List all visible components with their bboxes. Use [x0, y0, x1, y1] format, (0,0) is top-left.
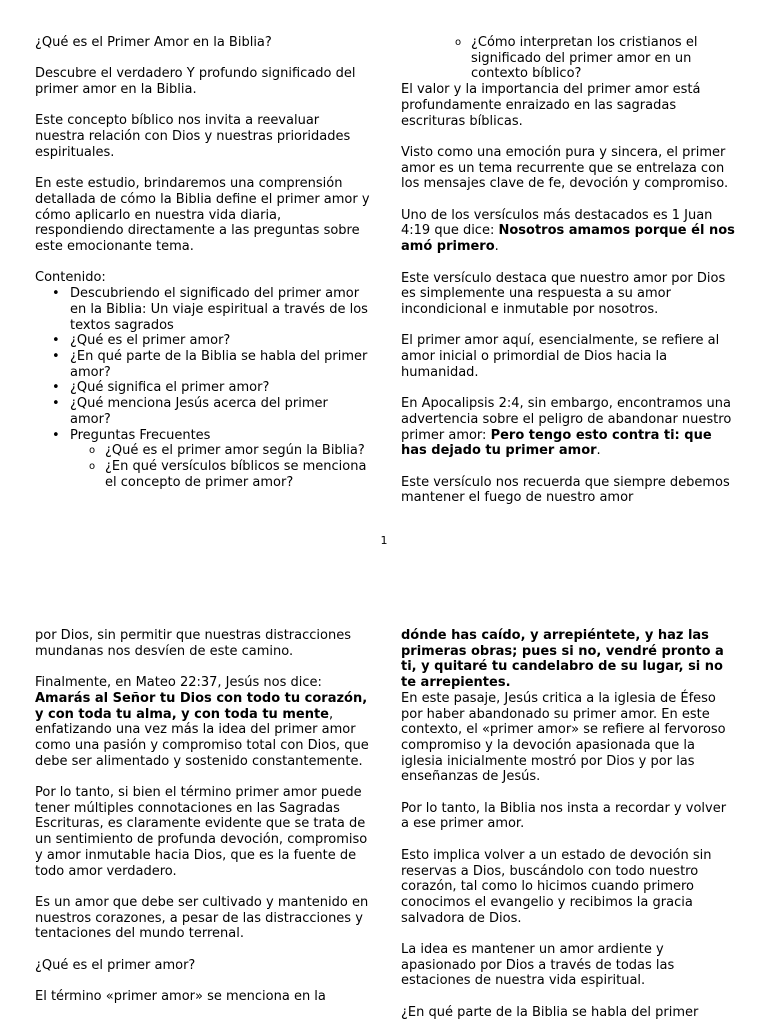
paragraph: En este estudio, brindaremos una comprensión detallada de cómo la Biblia define el primer amor y cómo aplicarlo en nuestra vida diaria, respondiendo directamente a las preguntas sobre este emocionante tema.: [35, 176, 370, 255]
paragraph: En este pasaje, Jesús critica a la iglesia de Éfeso por haber abandonado su primer amor. En este contexto, el «primer amor» se refiere al fervoroso compromiso y la devoción apasionada que la iglesia inicialmente mostró por Dios y por las enseñanzas de Jesús.: [401, 690, 726, 785]
paragraph: Este versículo destaca que nuestro amor por Dios es simplemente una respuesta a su amor incondicional e inmutable por nosotros.: [401, 270, 726, 317]
toc-item[interactable]: • ¿Qué menciona Jesús acerca del primer amor?: [70, 396, 370, 427]
faq-sublist: [70, 443, 370, 490]
page2-left-column: [35, 628, 370, 1005]
paragraph: La idea es mantener un amor ardiente y apasionado por Dios a través de todas las estaciones de nuestra vida espiritual.: [401, 942, 675, 989]
section-heading: ¿Qué es el primer amor?: [35, 957, 196, 973]
bible-quote: Nosotros amamos porque él nos amó primero: [401, 223, 735, 255]
section-heading: ¿En qué parte de la Biblia se habla del primer: [401, 1004, 699, 1020]
toc-item[interactable]: • ¿En qué parte de la Biblia se habla del primer amor?: [70, 349, 370, 380]
text: En Apocalipsis 2:4, sin embargo, encontramos una advertencia sobre el peligro de abandonar nuestro primer amor:: [401, 396, 732, 443]
paragraph: Es un amor que debe ser cultivado y mantenido en nuestros corazones, a pesar de las distracciones y tentaciones del mundo terrenal.: [35, 894, 369, 942]
paragraph-verse: [401, 208, 736, 255]
page1-right-column: [401, 35, 736, 506]
paragraph-verse: [401, 396, 736, 459]
toc-item[interactable]: • ¿Qué es el primer amor?: [70, 333, 370, 349]
paragraph: Este concepto bíblico nos invita a reevaluar nuestra relación con Dios y nuestras prioridades espirituales.: [35, 113, 351, 160]
bible-quote: Amarás al Señor tu Dios con todo tu corazón, y con toda tu alma, y con toda tu mente: [35, 690, 368, 722]
toc-item-faq[interactable]: [70, 428, 370, 491]
paragraph: Por lo tanto, la Biblia nos insta a recordar y volver a ese primer amor.: [401, 800, 727, 832]
document-title: ¿Qué es el Primer Amor en la Biblia?: [35, 35, 272, 50]
bible-quote: dónde has caído, y arrepiéntete, y haz las primeras obras; pues si no, vendré pronto a ti, y quitaré tu candelabro de su lugar, si no te arrepientes.: [401, 628, 724, 691]
text: .: [494, 239, 499, 255]
page1-left-column: [35, 35, 370, 490]
paragraph: por Dios, sin permitir que nuestras distracciones mundanas nos desvíen de este camino.: [35, 628, 351, 659]
paragraph: El primer amor aquí, esencialmente, se refiere al amor inicial o primordial de Dios hacia la humanidad.: [401, 333, 720, 380]
paragraph: El término «primer amor» se menciona en la: [35, 989, 326, 1005]
paragraph: Visto como una emoción pura y sincera, el primer amor es un tema recurrente que se entrelaza con los mensajes clave de fe, devoción y compromiso.: [401, 144, 729, 192]
paragraph: Este versículo nos recuerda que siempre debemos mantener el fuego de nuestro amor: [401, 474, 730, 506]
text: .: [596, 443, 601, 459]
toc-item-label: Preguntas Frecuentes: [70, 427, 211, 443]
paragraph: El valor y la importancia del primer amor está profundamente enraizado en las sagradas escrituras bíblicas.: [401, 82, 701, 129]
toc-label: Contenido:: [35, 270, 106, 286]
toc-subitem[interactable]: o ¿En qué versículos bíblicos se menciona el concepto de primer amor?: [105, 459, 370, 490]
text: , enfatizando una vez más la idea del primer amor como una pasión y compromiso total con Dios, que debe ser alimentado y sostenido constantemente.: [35, 706, 369, 769]
table-of-contents: [35, 286, 370, 490]
text: Uno de los versículos más destacados es 1 Juan 4:19 que dice:: [401, 207, 713, 239]
toc-item[interactable]: • ¿Qué significa el primer amor?: [70, 380, 370, 396]
page-number: 1: [380, 534, 388, 547]
toc-subitem[interactable]: o ¿Qué es el primer amor según la Biblia?: [105, 443, 370, 459]
paragraph: Esto implica volver a un estado de devoción sin reservas a Dios, buscándolo con todo nuestro corazón, tal como lo hicimos cuando primero conocimos el evangelio y recibimos la gracia salvadora de Dios.: [401, 847, 712, 926]
paragraph-verse: [35, 675, 370, 769]
bible-quote: Pero tengo esto contra ti: que has dejado tu primer amor: [401, 427, 712, 459]
text: Finalmente, en Mateo 22:37, Jesús nos dice:: [35, 675, 322, 691]
toc-subitem[interactable]: o ¿Cómo interpretan los cristianos el significado del primer amor en un contexto bíblico?: [471, 35, 736, 82]
paragraph: Por lo tanto, si bien el término primer amor puede tener múltiples connotaciones en las Sagradas Escrituras, es claramente evidente que se trata de un sentimiento de profunda devoción, compromiso y amor inmutable hacia Dios, que es la fuente de todo amor verdadero.: [35, 785, 368, 879]
faq-sublist-continued: [401, 35, 736, 82]
intro-paragraph: Descubre el verdadero Y profundo significado del primer amor en la Biblia.: [35, 66, 356, 98]
toc-item[interactable]: • Descubriendo el significado del primer amor en la Biblia: Un viaje espiritual a través de los textos sagrados: [70, 286, 370, 333]
page2-right-column: [401, 628, 736, 1021]
